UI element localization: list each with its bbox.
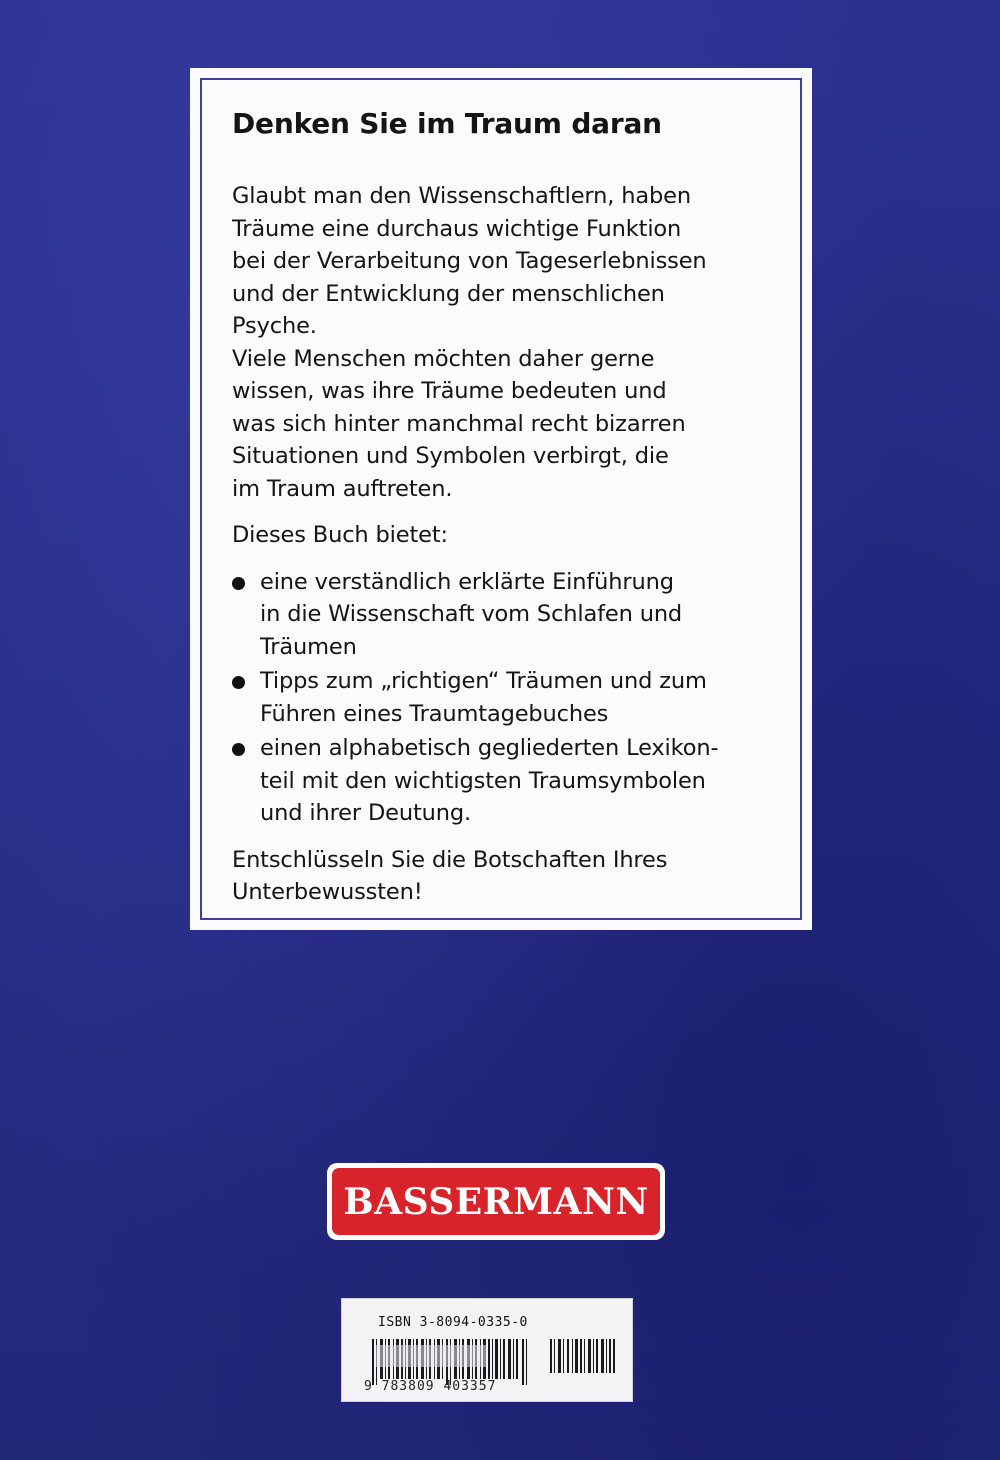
feature-line: und ihrer Deutung. bbox=[260, 800, 471, 826]
publisher-logo-text: BASSERMANN bbox=[332, 1168, 660, 1235]
bullet-icon bbox=[232, 577, 245, 590]
intro-line: im Traum auftreten. bbox=[232, 475, 453, 502]
ean-number: 9 783809 403357 bbox=[364, 1379, 497, 1394]
closing-line: Entschlüsseln Sie die Botschaften Ihres bbox=[232, 846, 668, 873]
offer-intro: Dieses Buch bietet: bbox=[232, 522, 448, 548]
intro-line: Psyche. bbox=[232, 313, 317, 339]
closing-paragraph bbox=[232, 844, 772, 909]
addon-barcode-icon bbox=[550, 1339, 616, 1373]
barcode-label bbox=[341, 1298, 633, 1402]
intro-line: Situationen und Symbolen verbirgt, die bbox=[232, 443, 669, 469]
feature-line: eine verständlich erklärte Einführung bbox=[260, 568, 674, 595]
closing-line: Unterbewussten! bbox=[232, 879, 423, 905]
feature-list bbox=[232, 566, 772, 830]
isbn-number: ISBN 3-8094-0335-0 bbox=[378, 1315, 528, 1330]
intro-line: wissen, was ihre Träume bedeuten und bbox=[232, 378, 667, 404]
bullet-icon bbox=[232, 676, 245, 689]
blurb-panel bbox=[190, 68, 812, 930]
intro-line: Glaubt man den Wissenschaftlern, haben bbox=[232, 183, 691, 209]
feature-line: Träumen bbox=[260, 633, 357, 660]
feature-line: Tipps zum „richtigen“ Träumen und zum bbox=[260, 668, 707, 694]
intro-line: was sich hinter manchmal recht bizarren bbox=[232, 410, 686, 437]
publisher-logo bbox=[327, 1163, 665, 1240]
intro-line: Viele Menschen möchten daher gerne bbox=[232, 345, 655, 372]
bullet-icon bbox=[232, 743, 245, 756]
blurb-headline: Denken Sie im Traum daran bbox=[232, 107, 662, 140]
intro-paragraph bbox=[232, 180, 772, 505]
feature-line: in die Wissenschaft vom Schlafen und bbox=[260, 601, 683, 627]
feature-item bbox=[232, 665, 772, 730]
intro-line: bei der Verarbeitung von Tageserlebnissen bbox=[232, 248, 707, 274]
feature-item bbox=[232, 732, 772, 830]
feature-line: Führen eines Traumtagebuches bbox=[260, 700, 609, 727]
intro-line: Träume eine durchaus wichtige Funktion bbox=[232, 215, 682, 242]
feature-line: teil mit den wichtigsten Traumsymbolen bbox=[260, 767, 706, 794]
feature-item bbox=[232, 566, 772, 664]
feature-line: einen alphabetisch gegliederten Lexikon- bbox=[260, 735, 719, 761]
intro-line: und der Entwicklung der menschlichen bbox=[232, 280, 665, 307]
blurb-frame bbox=[200, 78, 802, 920]
